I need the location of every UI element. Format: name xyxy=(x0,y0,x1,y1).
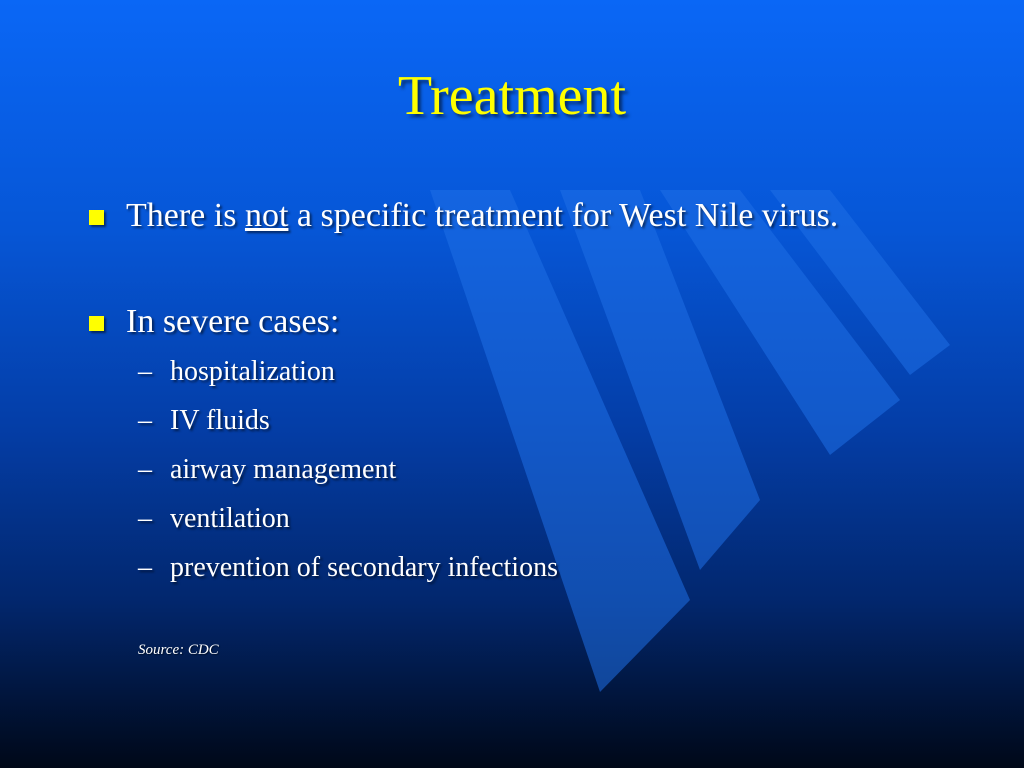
sub-bullet-2: IV fluids xyxy=(170,405,270,436)
sub-bullet-3: airway management xyxy=(170,454,397,485)
yellow-square-bullet-icon xyxy=(89,210,104,225)
bullet-1-pre: There is xyxy=(126,197,245,234)
bullet-1-post: a specific treatment for West Nile virus. xyxy=(288,197,839,234)
source-citation: Source: CDC xyxy=(138,642,219,658)
dash-bullet: – xyxy=(138,405,152,436)
yellow-square-bullet-icon xyxy=(89,316,104,331)
slide-title: Treatment xyxy=(397,65,627,127)
dash-bullet: – xyxy=(138,356,152,387)
bullet-1-emphasis: not xyxy=(244,197,289,234)
dash-bullet: – xyxy=(138,454,152,485)
dash-bullet: – xyxy=(138,552,152,583)
bullet-item-2: In severe cases: xyxy=(126,303,340,340)
dash-bullet: – xyxy=(138,503,152,534)
sub-bullet-4: ventilation xyxy=(170,503,290,534)
sub-bullet-5: prevention of secondary infections xyxy=(170,552,558,583)
bullet-item-1 xyxy=(126,195,926,237)
sub-bullet-1: hospitalization xyxy=(170,356,335,387)
